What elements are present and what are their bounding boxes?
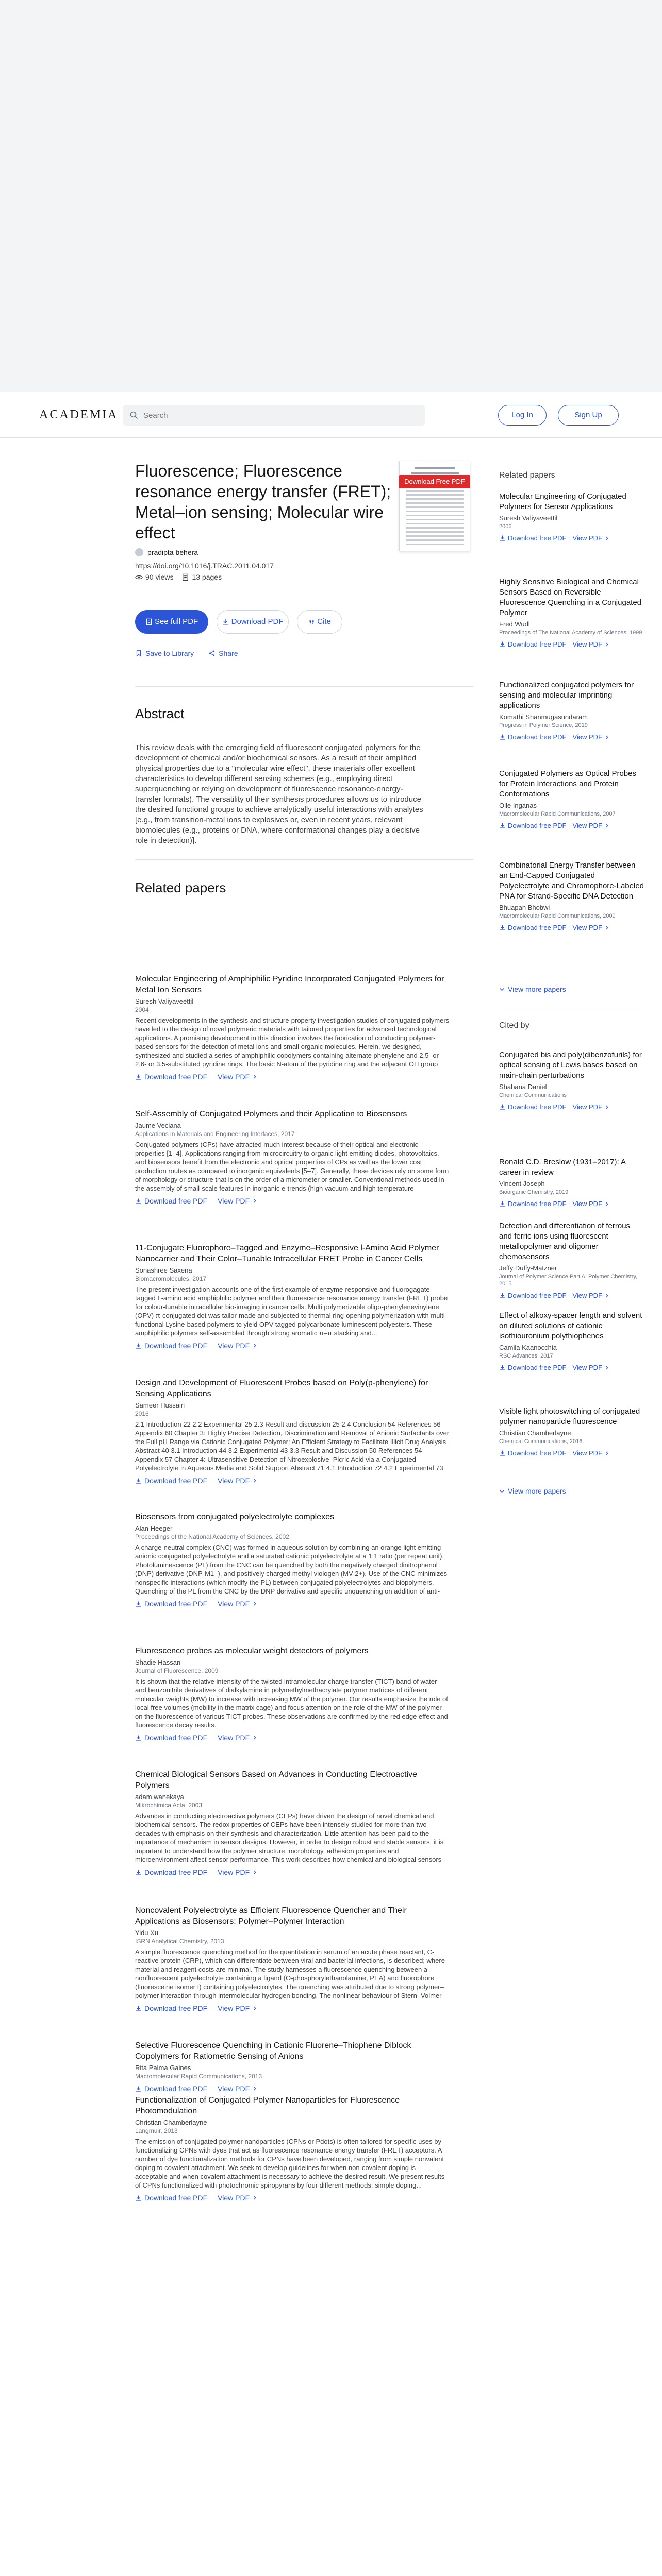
chevron-down-icon — [499, 987, 505, 992]
related-paper-abstract: It is shown that the relative intensity of the twisted intramolecular charge transfer (TICT) band of water and benzonitrile derivatives of dialkylamine in polymethylmethacrylate polymer matrices of different molecular weights (MW) to increase with increasing MW of the polymer. Our results emphasize the role of local free volumes (mobility in the matrix cage) and focus attention on the role of the MW of the polymer on the fluorescence of various TICT probes. These observations are confirmed by the red edge effect and fluorescence decay results. — [135, 1677, 448, 1729]
related-paper-venue: Langmuir, 2013 — [135, 2127, 178, 2134]
view-pdf-link[interactable] — [572, 640, 609, 648]
pages-count: 13 pages — [192, 573, 222, 581]
share-icon — [208, 650, 216, 657]
related-paper-abstract: Advances in conducting electroactive polymers (CEPs) have driven the design of novel chemical and biochemical sensors. The redox properties of CEPs have been intensely studied for more than two decades with emphasis on their synthesis and characterization. Little attention has been paid to the importance of mechanism in sensor designs. However, in order to design robust and stable sensors, it is important to understand how the polymer structure, morphology, adhesion properties and microenvironment affect sensor performance. This work describes how chemical and biological sensors — [135, 1812, 444, 1863]
view-pdf-label: View PDF — [572, 1449, 603, 1457]
see-full-pdf-label: See full PDF — [154, 617, 198, 626]
chevron-right-icon — [604, 823, 609, 828]
download-icon — [135, 2086, 142, 2092]
related-paper-author[interactable]: Christian Chamberlayne — [135, 2119, 207, 2126]
sidebar-paper-title[interactable]: Highly Sensitive Biological and Chemical Sensors Based on Reversible Fluorescence Quenching in a Conjugated Polymer — [499, 578, 642, 617]
view-pdf-link[interactable] — [218, 1342, 257, 1350]
download-free-pdf-label: Download free PDF — [508, 1103, 567, 1111]
page-title: Fluorescence; Fluorescence resonance energy transfer (FRET); Metal–ion sensing; Molecular wire effect — [135, 462, 391, 542]
download-free-pdf-link[interactable] — [499, 1200, 566, 1208]
related-paper-title[interactable]: Fluorescence probes as molecular weight detectors of polymers — [135, 1647, 369, 1655]
related-paper-item[interactable] — [135, 1646, 450, 1742]
quote-icon — [308, 619, 315, 625]
view-pdf-link[interactable] — [572, 1292, 609, 1299]
view-pdf-link[interactable] — [572, 924, 609, 931]
view-pdf-link[interactable] — [572, 1103, 609, 1111]
bookmark-icon — [135, 650, 142, 657]
view-pdf-link[interactable] — [572, 534, 609, 542]
download-free-pdf-label: Download free PDF — [144, 1868, 208, 1876]
sidebar-paper-venue: Proceedings of The National Academy of Sciences, 1999 — [499, 630, 642, 636]
search-input[interactable] — [143, 405, 417, 426]
view-pdf-link[interactable] — [572, 1200, 609, 1208]
download-free-pdf-link[interactable] — [499, 534, 566, 542]
related-paper-item[interactable] — [135, 2040, 450, 2093]
sidebar-paper-venue: 2006 — [499, 523, 512, 530]
related-paper-title[interactable]: Chemical Biological Sensors Based on Advances in Conducting Electroactive Polymers — [135, 1770, 417, 1790]
sidebar — [499, 438, 647, 2576]
view-pdf-label: View PDF — [218, 1197, 250, 1205]
download-pdf-label: Download PDF — [231, 617, 284, 626]
related-paper-venue: Journal of Fluorescence, 2009 — [135, 1667, 219, 1674]
related-paper-venue: 2016 — [135, 1410, 149, 1417]
sidebar-paper-venue: Journal of Polymer Science Part A: Polymer Chemistry, 2015 — [499, 1274, 638, 1287]
sidebar-paper-venue: Chemical Communications, 2016 — [499, 1438, 583, 1445]
view-pdf-label: View PDF — [218, 1734, 250, 1742]
download-icon — [499, 1292, 506, 1299]
sidebar-paper-item[interactable] — [499, 1050, 644, 1111]
related-paper-venue: Mikrochimica Acta, 2003 — [135, 1802, 203, 1809]
sidebar-paper-item[interactable] — [499, 1311, 644, 1371]
view-pdf-link[interactable] — [572, 1449, 609, 1457]
sidebar-paper-venue: Macromolecular Rapid Communications, 2007 — [499, 811, 616, 817]
download-icon — [135, 1478, 142, 1484]
related-paper-title[interactable]: Functionalization of Conjugated Polymer Nanoparticles for Fluorescence Photomodulation — [135, 2096, 400, 2115]
download-free-pdf-link[interactable] — [135, 1734, 207, 1742]
download-icon — [135, 1343, 142, 1349]
related-paper-item[interactable] — [135, 1905, 450, 2012]
chevron-right-icon — [252, 1478, 257, 1483]
related-paper-item[interactable] — [135, 1243, 450, 1350]
related-paper-author[interactable]: adam wanekaya — [135, 1793, 184, 1801]
sidebar-paper-title[interactable]: Functionalized conjugated polymers for sensing and molecular imprinting applications — [499, 681, 634, 710]
sidebar-paper-item[interactable] — [499, 680, 644, 741]
view-pdf-label: View PDF — [572, 1364, 603, 1371]
cite-label: Cite — [317, 617, 331, 626]
related-paper-item[interactable] — [135, 1109, 450, 1205]
chevron-right-icon — [252, 1074, 257, 1079]
sidebar-paper-author[interactable]: Suresh Valiyaveettil — [499, 514, 558, 522]
paper-links — [135, 649, 238, 657]
download-pdf-button[interactable] — [217, 610, 289, 634]
related-paper-venue: Applications in Materials and Engineering Interfaces, 2017 — [135, 1130, 295, 1138]
related-paper-abstract: 2.1 Introduction 22 2.2 Experimental 25 2.3 Result and discussion 25 2.4 Conclusion 54 References 56 Appendix 60 Chapter 3: Highly Precise Detection, Discrimination and Removal of Anionic Surfactants over the Full pH Range via Cationic Conjugated Polymer: An Efficient Strategy to Facilitate Illicit Drug Analysis Abstract 40 3.1 Introduction 44 3.2 Experimental 43 3.3 Result and Discussion 50 References 54 Appendix 57 Chapter 4: Ultrasensitive Detection of Nitroexplosive–Picric Acid via a Conjugated Polyelectrolyte in Aqueous Media and Solid Support Abstract 71 4.1 Introduction 72 4.2 Experimental 73 — [135, 1420, 450, 1472]
download-free-pdf-link[interactable] — [135, 2004, 207, 2012]
paper-meta — [135, 573, 222, 581]
chevron-down-icon — [499, 1488, 505, 1494]
chevron-right-icon — [604, 1451, 609, 1456]
chevron-right-icon — [604, 642, 609, 647]
sidebar-paper-item[interactable] — [499, 577, 644, 648]
download-free-pdf-label: Download free PDF — [508, 534, 567, 542]
view-pdf-label: View PDF — [572, 1200, 603, 1208]
sidebar-paper-item[interactable] — [499, 492, 644, 542]
chevron-right-icon — [252, 2086, 257, 2091]
view-pdf-label: View PDF — [218, 1600, 250, 1608]
save-to-library-link[interactable] — [135, 649, 194, 657]
download-free-pdf-label: Download free PDF — [144, 1477, 208, 1485]
download-free-pdf-label: Download free PDF — [144, 2084, 208, 2093]
view-pdf-label: View PDF — [218, 1073, 250, 1081]
download-free-pdf-link[interactable] — [499, 924, 566, 931]
download-free-pdf-link[interactable] — [135, 1868, 207, 1876]
view-pdf-link[interactable] — [572, 1364, 609, 1371]
see-full-pdf-button[interactable] — [135, 610, 208, 634]
download-icon — [499, 1364, 506, 1371]
related-paper-title[interactable]: Biosensors from conjugated polyelectrolyte complexes — [135, 1513, 334, 1521]
download-free-pdf-label: Download free PDF — [508, 1292, 567, 1299]
download-free-pdf-label: Download free PDF — [508, 733, 567, 741]
chevron-right-icon — [604, 1105, 609, 1110]
search-icon — [130, 411, 138, 419]
sidebar-paper-author[interactable]: Komathi Shanmugasundaram — [499, 713, 588, 721]
download-free-pdf-label: Download free PDF — [508, 1364, 567, 1371]
view-pdf-link[interactable] — [218, 1868, 257, 1876]
related-paper-venue: Biomacromolecules, 2017 — [135, 1275, 207, 1282]
view-pdf-label: View PDF — [572, 534, 603, 542]
chevron-right-icon — [604, 1365, 609, 1370]
download-free-pdf-label: Download free PDF — [508, 822, 567, 829]
sidebar-paper-author[interactable]: Olle Inganas — [499, 802, 537, 809]
view-pdf-label: View PDF — [218, 1342, 250, 1350]
pages-icon — [181, 573, 189, 581]
related-paper-author[interactable]: Shadie Hassan — [135, 1658, 181, 1666]
divider — [135, 686, 473, 687]
view-pdf-label: View PDF — [572, 733, 603, 741]
sidebar-paper-author[interactable]: Jeffy Duffy-Matzner — [499, 1264, 557, 1272]
related-paper-title[interactable]: Selective Fluorescence Quenching in Cationic Fluorene–Thiophene Diblock Copolymers for Ratiometric Sensing of Anions — [135, 2041, 411, 2061]
view-pdf-label: View PDF — [572, 1292, 603, 1299]
share-link[interactable] — [208, 649, 238, 657]
view-pdf-link[interactable] — [572, 733, 609, 741]
related-paper-abstract: Conjugated polymers (CPs) have attracted much interest because of their optical and electronic properties [1–4]. Applications ranging from microcircuitry to organic light emitting diodes, photovoltaics, and biosensors benefit from the electronic and optical properties of CPs as well as the lower cost production routes as compared to inorganic equivalents [5–7]. Generally, these devices rely on some form of morphology or structure that is on the order of a micrometer or smaller. Conventional methods used in the assembly of small-scale features in inorganic e-trends (high vacuum and high temperature — [135, 1141, 449, 1192]
download-free-pdf-link[interactable] — [135, 1477, 207, 1485]
sidebar-paper-author[interactable]: Vincent Joseph — [499, 1180, 545, 1188]
related-paper-item[interactable] — [135, 1512, 450, 1608]
download-free-pdf-label: Download free PDF — [144, 2194, 208, 2202]
sidebar-paper-author[interactable]: Fred Wudl — [499, 620, 530, 628]
download-icon — [135, 2005, 142, 2012]
divider — [135, 859, 473, 860]
download-free-pdf-link[interactable] — [135, 2194, 207, 2202]
main-content — [135, 438, 473, 2576]
sidebar-paper-author[interactable]: Bhuapan Bhobwi — [499, 904, 550, 911]
download-icon — [135, 1198, 142, 1205]
download-free-pdf-link[interactable] — [135, 1600, 207, 1608]
view-pdf-link[interactable] — [218, 2084, 257, 2093]
download-icon — [499, 641, 506, 648]
sidebar-related-heading: Related papers — [499, 471, 555, 480]
related-paper-venue: ISRN Analytical Chemistry, 2013 — [135, 1938, 224, 1945]
download-icon — [499, 1200, 506, 1207]
related-paper-abstract: A simple fluorescence quenching method for the quantitation in serum of an acute phase reactant, C-reactive protein (CRP), which can differentiate between viral and bacterial infections, is described; where material and reagent costs are minimal. The study harnesses a fluorescence quenching between a nonfluorescent polyelectrolyte containing a ligand (O-phosphorylethanolamine, PEA) and fluorophore (fluoresceine isomer I) containing polyelectrolytes. The quenching was attributed due to strong polymer–polymer interaction through intermolecular hydrogen bonding. The nonlinear behaviour of Stern–Volmer — [135, 1948, 445, 1999]
abstract-heading: Abstract — [135, 706, 185, 721]
related-paper-venue: Macromolecular Rapid Communications, 2013 — [135, 2073, 262, 2080]
download-icon — [222, 618, 229, 625]
related-paper-abstract: Recent developments in the synthesis and structure-property investigation studies of conjugated polymers have led to the design of novel polymeric materials with tailored properties for advanced technological applications. A promising development in this direction involves the fabrication of conducting polymer-based sensors for the detection of metal ions and small organic molecules. Herein, we designed, synthesized and studied a series of amphiphilic copolymers containing alternate phenylene and 2,5- or 2,6- or 3,5-substituted pyridine rings. The basic N-atom of the pyridine ring and the adjacent OH group — [135, 1016, 450, 1068]
related-papers-heading: Related papers — [135, 880, 226, 895]
download-free-pdf-label: Download free PDF — [144, 1342, 208, 1350]
paper-thumbnail[interactable] — [399, 461, 470, 551]
related-paper-abstract: A charge-neutral complex (CNC) was formed in aqueous solution by combining an orange light emitting anionic conjugated polyelectrolyte and a saturated cationic polyelectrolyte at a 1:1 ratio (per repeat unit). Photoluminescence (PL) from the CNC can be quenched by both the negatively charged dinitrophenol (DNP) derivative (DNP-M1–), and positively charged methyl viologen (MV 2+). Use of the CNC minimizes nonspecific interactions (which modify the PL) between conjugated polyelectrolytes and biopolymers. Quenching of the PL from the CNC by the DNP derivative and specific unquenching on addition of anti- — [135, 1544, 448, 1595]
view-pdf-label: View PDF — [218, 2194, 250, 2202]
download-icon — [499, 822, 506, 829]
download-free-pdf-link[interactable] — [499, 1292, 566, 1299]
view-pdf-label: View PDF — [572, 640, 603, 648]
download-icon — [499, 734, 506, 740]
download-icon — [135, 1869, 142, 1876]
chevron-right-icon — [252, 1198, 257, 1204]
sidebar-paper-title[interactable]: Effect of alkoxy-spacer length and solvent on diluted solutions of cationic isothiouronium polythiophenes — [499, 1311, 642, 1341]
download-free-pdf-label: Download free PDF — [508, 640, 567, 648]
download-free-pdf-link[interactable] — [135, 2084, 207, 2093]
sidebar-cited-heading: Cited by — [499, 1021, 529, 1030]
author-row[interactable] — [135, 547, 198, 557]
download-free-pdf-label: Download free PDF — [144, 1600, 208, 1608]
download-free-pdf-label: Download free PDF — [508, 924, 567, 931]
download-icon — [499, 1450, 506, 1456]
download-icon — [499, 924, 506, 931]
view-pdf-link[interactable] — [218, 2194, 257, 2202]
sidebar-paper-venue: Chemical Communications — [499, 1092, 567, 1098]
download-free-pdf-link[interactable] — [499, 640, 566, 648]
related-paper-author[interactable]: Jaume Veciana — [135, 1122, 181, 1129]
document-icon — [145, 618, 153, 625]
download-free-pdf-link[interactable] — [499, 1103, 566, 1111]
related-paper-item[interactable] — [135, 1769, 450, 1876]
download-free-pdf-link[interactable] — [135, 1342, 207, 1350]
related-paper-title[interactable]: Molecular Engineering of Amphiphilic Pyridine Incorporated Conjugated Polymers for Metal Ion Sensors — [135, 975, 444, 994]
cite-button[interactable] — [297, 610, 342, 634]
sidebar-paper-title[interactable]: Detection and differentiation of ferrous and ferric ions using fluorescent metallopolymer and oligomer chemosensors — [499, 1222, 631, 1261]
sidebar-paper-author[interactable]: Shabana Daniel — [499, 1083, 547, 1091]
related-paper-title[interactable]: Design and Development of Fluorescent Probes based on Poly(p-phenylene) for Sensing Applications — [135, 1379, 428, 1398]
sidebar-paper-title[interactable]: Molecular Engineering of Conjugated Polymers for Sensor Applications — [499, 492, 626, 511]
related-paper-abstract: The present investigation accounts one of the first example of enzyme-responsive and fluorogagate-tagged L-amino acid amphiphilic polymer and their fluorescence resonance energy transfer (FRET) probe for colour-tunable intracellular bio-imaging in cancer cells. Multi polymerizable oligo-phenylenevinylene (OPV) π-conjugated dot was tailor-made and subjected to thermal ring-opening polymerization with multi-functional Lysine-based polymers to yield OPV-tagged polycarbonate luminescent polyesters. These amphiphilic polymers self-assembled through strong aromatic π–π stacking and... — [135, 1285, 448, 1337]
share-label: Share — [219, 649, 238, 657]
download-free-pdf-tag[interactable]: Download Free PDF — [399, 475, 470, 488]
download-free-pdf-label: Download free PDF — [144, 1197, 208, 1205]
view-pdf-label: View PDF — [572, 1103, 603, 1111]
chevron-right-icon — [252, 1735, 257, 1740]
download-free-pdf-link[interactable] — [135, 1197, 207, 1205]
view-pdf-label: View PDF — [572, 924, 603, 931]
chevron-right-icon — [604, 536, 609, 541]
related-paper-title[interactable]: Noncovalent Polyelectrolyte as Efficient Fluorescence Quencher and Their Applications as Biosensors: Polymer–Polymer Interaction — [135, 1906, 407, 1926]
site-header — [0, 393, 662, 438]
academia-logo[interactable]: ACADEMIA — [39, 408, 119, 421]
download-icon — [135, 1735, 142, 1741]
related-paper-item[interactable] — [135, 2095, 450, 2202]
page-background-top — [0, 0, 662, 392]
sidebar-paper-item[interactable] — [499, 1221, 644, 1299]
related-paper-author[interactable]: Sameer Hussain — [135, 1401, 185, 1409]
chevron-right-icon — [604, 735, 609, 740]
signup-button[interactable]: Sign Up — [558, 405, 619, 426]
view-pdf-link[interactable] — [218, 2004, 257, 2012]
author-name[interactable]: pradipta behera — [147, 548, 198, 556]
view-more-cited-link[interactable] — [499, 1487, 566, 1495]
sidebar-paper-item[interactable] — [499, 1406, 644, 1457]
related-paper-abstract: The emission of conjugated polymer nanoparticles (CPNs or Pdots) is often tailored for specific uses by functionalizing CPNs with dyes that act as fluorescence resonance energy transfer (FRET) acceptors. A number of dye functionalization methods for CPNs have been developed, ranging from simple nonvalent doping to covalent attachment. We seek to develop guidelines for when non-covalent doping is acceptable and when covalent attachment is necessary to achieve the desired result. We present results of CPNs functionalized with photochromic spiropyrans by four different methods: simple doping... — [135, 2138, 445, 2189]
login-button[interactable]: Log In — [498, 405, 547, 426]
view-pdf-link[interactable] — [218, 1477, 257, 1485]
view-pdf-label: View PDF — [218, 1477, 250, 1485]
download-free-pdf-label: Download free PDF — [508, 1449, 567, 1457]
sidebar-paper-title[interactable]: Ronald C.D. Breslow (1931–2017): A career in review — [499, 1158, 626, 1177]
sidebar-paper-title[interactable]: Combinatorial Energy Transfer between an End-Capped Conjugated Polyelectrolyte and Chromophore-Labeled PNA for Strand-Specific DNA Detection — [499, 861, 644, 901]
download-icon — [135, 1601, 142, 1607]
download-free-pdf-link[interactable] — [499, 1364, 566, 1371]
related-paper-author[interactable]: Rita Palma Gaines — [135, 2064, 191, 2072]
save-to-library-label: Save to Library — [145, 649, 194, 657]
chevron-right-icon — [604, 1293, 609, 1298]
download-icon — [499, 1104, 506, 1110]
view-more-related-link[interactable] — [499, 985, 566, 993]
download-free-pdf-label: Download free PDF — [144, 1073, 208, 1081]
download-free-pdf-link[interactable] — [499, 1449, 566, 1457]
chevron-right-icon — [604, 925, 609, 930]
sidebar-paper-venue: Progress in Polymer Science, 2019 — [499, 722, 588, 728]
download-free-pdf-label: Download free PDF — [144, 2004, 208, 2012]
avatar — [135, 548, 143, 556]
view-pdf-label: View PDF — [572, 822, 603, 829]
view-more-related-label: View more papers — [508, 985, 566, 993]
download-free-pdf-label: Download free PDF — [508, 1200, 567, 1208]
sidebar-paper-item[interactable] — [499, 860, 644, 931]
view-pdf-label: View PDF — [218, 2004, 250, 2012]
download-icon — [499, 535, 506, 541]
sidebar-paper-title[interactable]: Visible light photoswitching of conjugated polymer nanoparticle fluorescence — [499, 1407, 640, 1426]
sidebar-paper-venue: Macromolecular Rapid Communications, 2009 — [499, 913, 616, 919]
sidebar-paper-title[interactable]: Conjugated Polymers as Optical Probes for Protein Interactions and Protein Conformations — [499, 769, 636, 799]
related-paper-author[interactable]: Yidu Xu — [135, 1929, 159, 1937]
chevron-right-icon — [252, 1870, 257, 1875]
view-pdf-link[interactable] — [572, 822, 609, 829]
eye-icon — [135, 573, 143, 581]
sidebar-paper-venue: RSC Advances, 2017 — [499, 1353, 553, 1359]
view-pdf-link[interactable] — [218, 1600, 257, 1608]
sidebar-paper-title[interactable]: Conjugated bis and poly(dibenzofurils) for optical sensing of Lewis bases based on main-chain perturbations — [499, 1050, 642, 1080]
download-icon — [135, 1074, 142, 1080]
related-paper-author[interactable]: Suresh Valiyaveettil — [135, 997, 194, 1005]
sidebar-paper-author[interactable]: Camila Kaanocchia — [499, 1344, 557, 1351]
download-free-pdf-link[interactable] — [135, 1073, 207, 1081]
doi-link[interactable]: https://doi.org/10.1016/j.TRAC.2011.04.017 — [135, 562, 274, 570]
download-free-pdf-label: Download free PDF — [144, 1734, 208, 1742]
sidebar-paper-item[interactable] — [499, 769, 644, 829]
chevron-right-icon — [252, 2006, 257, 2011]
download-free-pdf-link[interactable] — [499, 822, 566, 829]
related-paper-author[interactable]: Sonashree Saxena — [135, 1266, 192, 1274]
related-paper-venue: 2004 — [135, 1006, 149, 1013]
sidebar-paper-author[interactable]: Christian Chamberlayne — [499, 1429, 571, 1437]
related-paper-title[interactable]: Self-Assembly of Conjugated Polymers and their Application to Biosensors — [135, 1110, 407, 1118]
search-box[interactable] — [123, 405, 425, 426]
related-paper-item[interactable] — [135, 974, 450, 1081]
view-pdf-link[interactable] — [218, 1073, 257, 1081]
related-paper-item[interactable] — [135, 1378, 450, 1485]
sidebar-paper-venue: Bioorganic Chemistry, 2019 — [499, 1189, 569, 1195]
chevron-right-icon — [252, 2195, 257, 2200]
sidebar-paper-item[interactable] — [499, 1157, 644, 1208]
download-icon — [135, 2195, 142, 2201]
chevron-right-icon — [252, 1343, 257, 1348]
related-paper-venue: Proceedings of the National Academy of Sciences, 2002 — [135, 1533, 289, 1540]
view-pdf-label: View PDF — [218, 1868, 250, 1876]
view-pdf-link[interactable] — [218, 1734, 257, 1742]
chevron-right-icon — [252, 1601, 257, 1606]
view-pdf-label: View PDF — [218, 2084, 250, 2093]
download-free-pdf-link[interactable] — [499, 733, 566, 741]
chevron-right-icon — [604, 1201, 609, 1207]
related-paper-author[interactable]: Alan Heeger — [135, 1524, 173, 1532]
view-pdf-link[interactable] — [218, 1197, 257, 1205]
view-more-cited-label: View more papers — [508, 1487, 566, 1495]
abstract-text: This review deals with the emerging field of fluorescent conjugated polymers for the development of chemical and/or biochemical sensors. As a result of their amplified physical properties due to a "molecular wire effect", these materials offer excellent characteristics to develop different sensing schemes (e.g., employing direct superquenching or relying on development of fluorescence resonance-energy-transfer formats). The versatility of their synthesis procedures allows us to introduce the desired functional groups to achieve analytically useful interactions with analytes [e.g., from transition-metal ions to explosives or, even in recent years, relevant biomolecules (e.g., proteins or DNA, where conformational changes play a decisive role in detection)]. — [135, 743, 423, 845]
views-count: 90 views — [145, 573, 174, 581]
related-paper-title[interactable]: 11-Conjugate Fluorophore–Tagged and Enzyme–Responsive l-Amino Acid Polymer Nanocarrier and Their Color–Tunable Intracellular FRET Probe in Cancer Cells — [135, 1244, 439, 1263]
